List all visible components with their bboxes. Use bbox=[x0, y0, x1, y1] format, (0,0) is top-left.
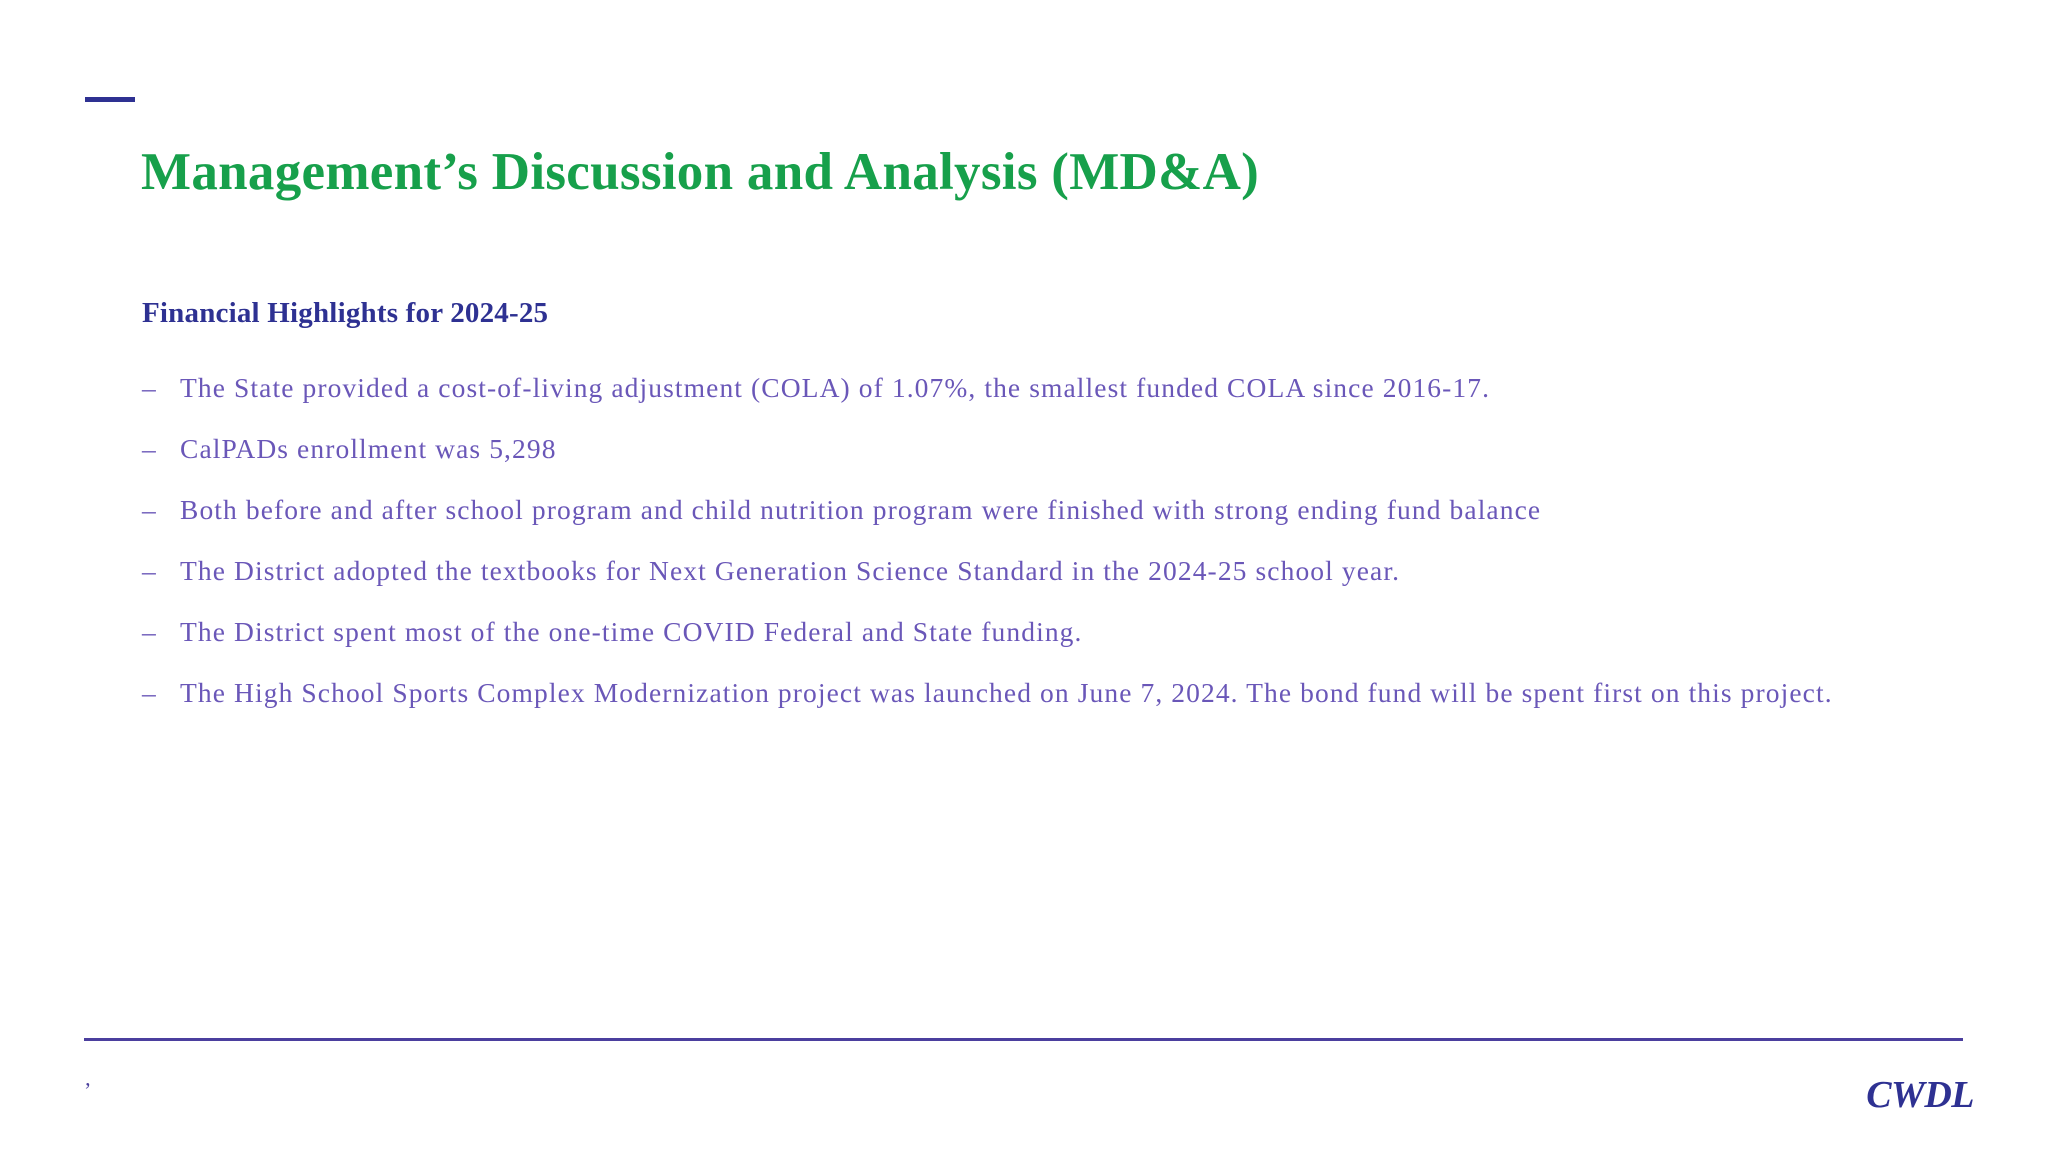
bullet-dash-icon: – bbox=[142, 494, 157, 526]
list-item-text: The District adopted the textbooks for Next Generation Science Standard in the 2024-25 school year. bbox=[180, 555, 1401, 587]
list-item bbox=[142, 429, 1902, 468]
bullet-list bbox=[142, 368, 1902, 734]
list-item-text: The High School Sports Complex Modernization project was launched on June 7, 2024. The bond fund will be spent first on this project. bbox=[180, 677, 1833, 709]
list-item-text: Both before and after school program and child nutrition program were finished with strong ending fund balance bbox=[180, 494, 1542, 526]
cwdl-logo: CWDL bbox=[1866, 1074, 1974, 1116]
list-item-text: The State provided a cost-of-living adjustment (COLA) of 1.07%, the smallest funded COLA since 2016-17. bbox=[180, 372, 1491, 403]
bullet-dash-icon: – bbox=[142, 677, 157, 709]
title-accent-rule bbox=[85, 97, 135, 102]
list-item bbox=[142, 368, 1902, 407]
list-item-text: CalPADs enrollment was 5,298 bbox=[180, 433, 557, 465]
list-item bbox=[142, 551, 1902, 590]
list-item bbox=[142, 612, 1902, 651]
list-item-text: The District spent most of the one-time COVID Federal and State funding. bbox=[180, 616, 1083, 648]
bullet-dash-icon: – bbox=[142, 616, 157, 648]
list-item bbox=[142, 490, 1902, 529]
bullet-dash-icon: – bbox=[142, 433, 157, 465]
bullet-dash-icon: – bbox=[142, 555, 157, 587]
footer-mark: ʼ bbox=[84, 1078, 92, 1103]
list-item bbox=[142, 673, 1902, 712]
footer-divider bbox=[84, 1038, 1963, 1041]
bullet-dash-icon: – bbox=[142, 372, 157, 403]
section-heading: Financial Highlights for 2024-25 bbox=[142, 297, 549, 329]
page-title: Management’s Discussion and Analysis (MD&A) bbox=[141, 143, 1260, 201]
